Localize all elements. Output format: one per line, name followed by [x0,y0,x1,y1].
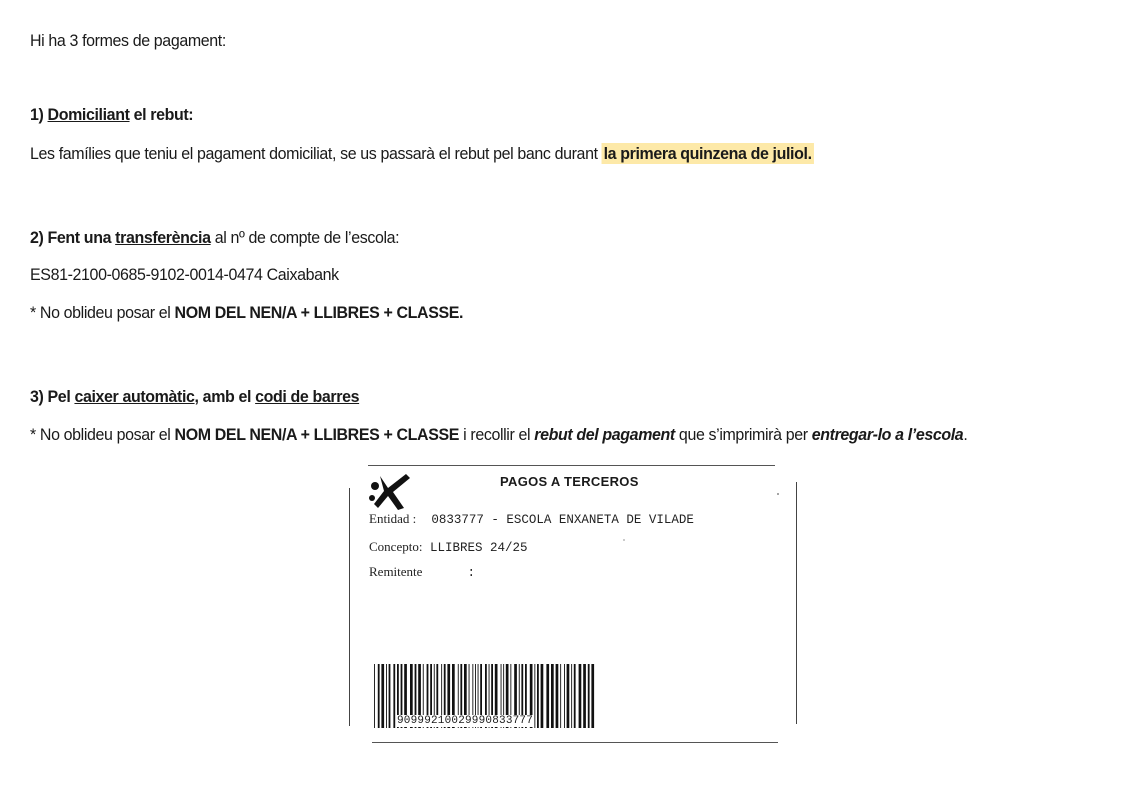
barcode-digits: 90999210029990833777 [397,715,534,727]
option-3-note: * No oblideu posar el NOM DEL NEN/A + LLIBRES + CLASSE i recollir el rebut del pagament que s’imprimirà per entregar-lo a l’escola. [30,425,968,444]
option-1-body: Les famílies que teniu el pagament domiciliat, se us passarà el rebut pel banc durant la primera quinzena de juliol. [30,144,812,163]
option-2-note: * No oblideu posar el NOM DEL NEN/A + LLIBRES + CLASSE. [30,303,464,322]
receipt-left-edge [349,488,350,726]
receipt-title: PAGOS A TERCEROS [500,474,639,489]
option-3-keyword-2: codi de barres [255,387,360,406]
concepto-row: Concepto: LLIBRES 24/25 [369,539,528,555]
iban-text: ES81-2100-0685-9102-0014-0474 Caixabank [30,265,339,284]
receipt-right-edge [796,482,797,724]
option-2-keyword: transferència [115,228,211,247]
option-3-heading: 3) Pel caixer automàtic, amb el codi de barres [30,387,360,406]
option-1-keyword: Domiciliant [47,105,130,124]
payment-receipt [340,458,810,758]
receipt-bottom-line [372,742,778,743]
option-1-heading: 1) Domiciliant el rebut: [30,105,194,124]
receipt-top-line [368,465,775,466]
remitente-row: Remitente : [369,564,475,580]
highlighted-date: la primera quinzena de juliol. [603,144,812,163]
option-2-heading: 2) Fent una transferència al nº de compte de l’escola: [30,228,400,247]
intro-text: Hi ha 3 formes de pagament: [30,31,226,50]
entidad-row: Entidad : 0833777 - ESCOLA ENXANETA DE VILADE [369,511,694,527]
caixabank-star-icon [366,472,414,512]
option-3-keyword-1: caixer automàtic [74,387,195,406]
